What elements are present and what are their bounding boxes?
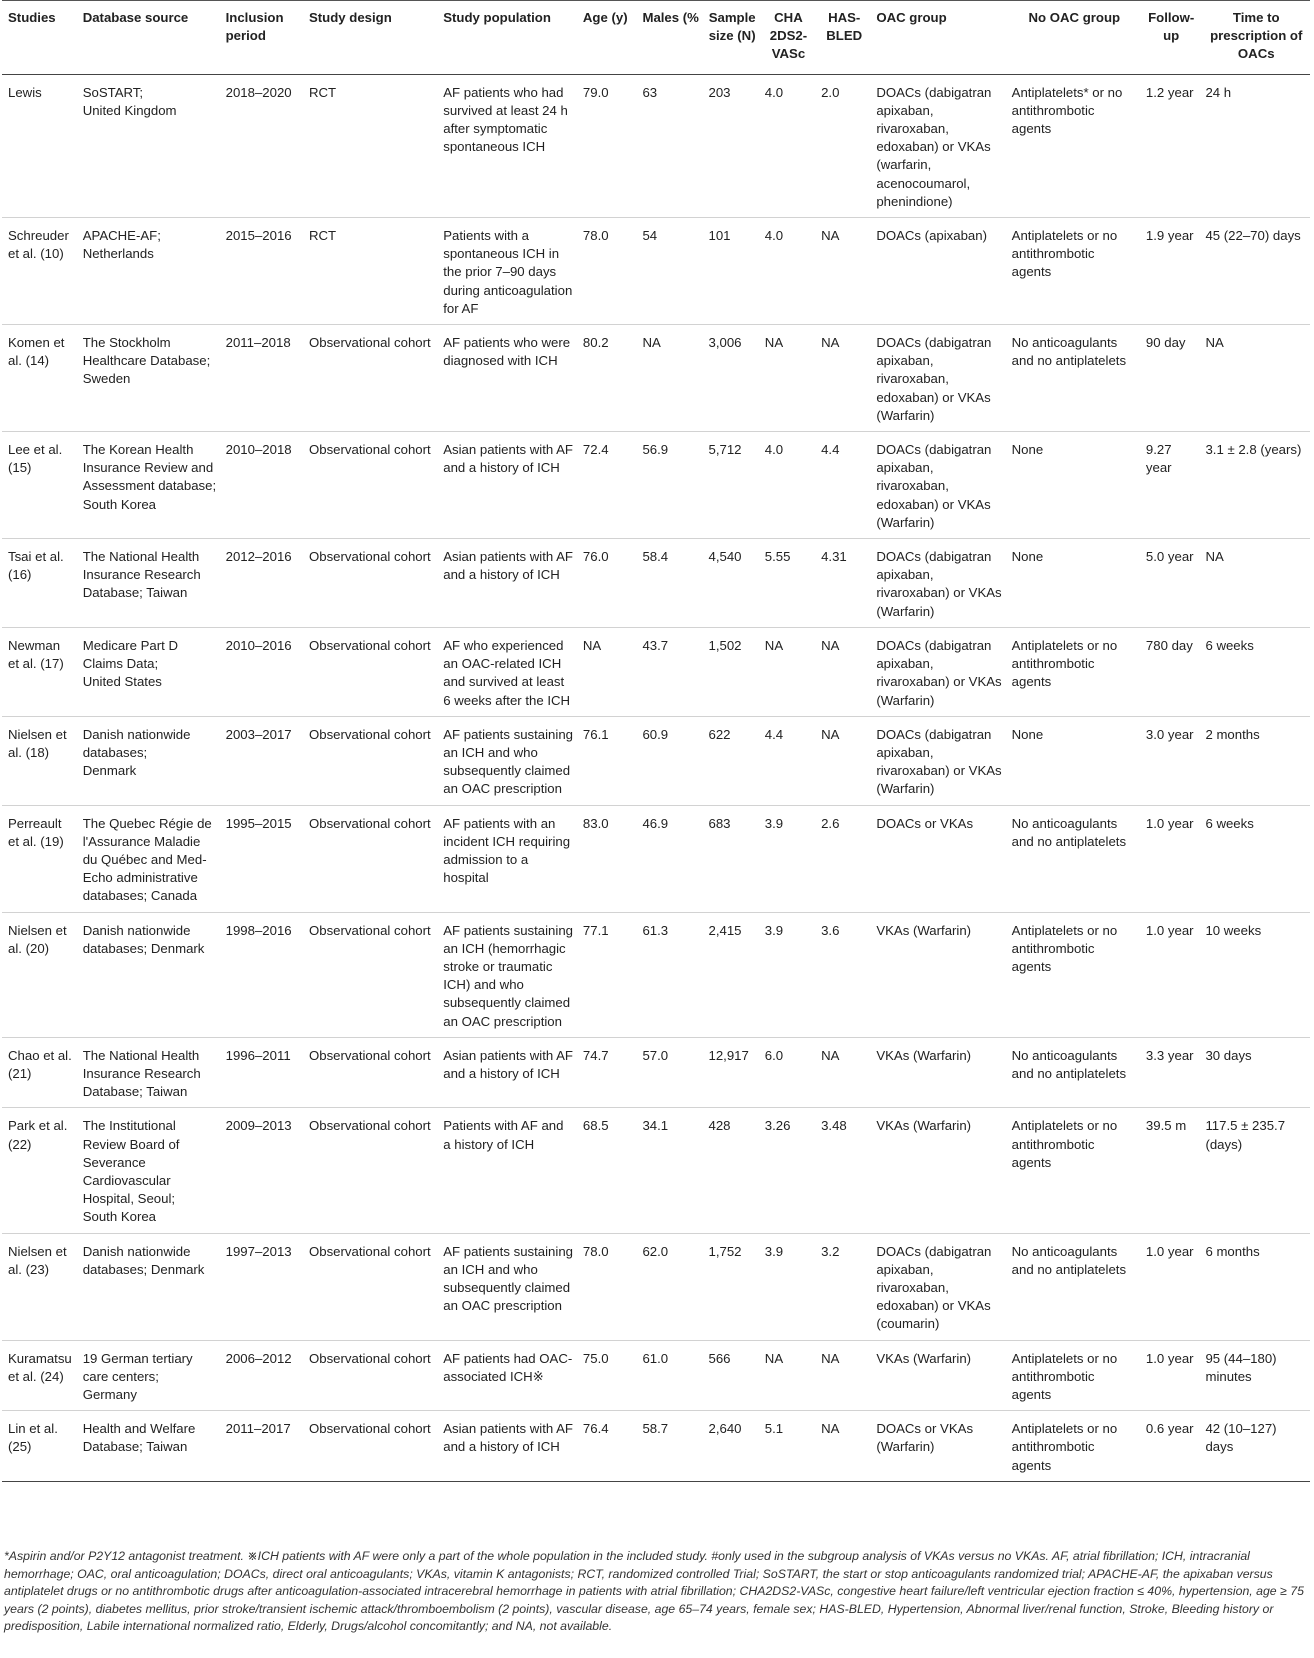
header-follow-up: Follow-up <box>1140 1 1200 75</box>
cell-has-bled: 3.48 <box>815 1108 870 1233</box>
cell-no-oac-group: Antiplatelets* or no antithrombotic agents <box>1006 74 1140 217</box>
cell-study-population: AF patients who were diagnosed with ICH <box>437 325 577 432</box>
cell-oac-group: DOACs (apixaban) <box>870 218 1005 325</box>
cell-no-oac-group: None <box>1006 432 1140 539</box>
cell-no-oac-group: Antiplatelets or no antithrombotic agents <box>1006 1340 1140 1411</box>
study-characteristics-table <box>2 0 1310 1482</box>
cell-age: 76.0 <box>577 539 637 628</box>
cell-time-to-prescription: 6 weeks <box>1199 805 1310 912</box>
cell-oac-group: DOACs (dabigatran apixaban, rivaroxaban, edoxaban) or VKAs (warfarin, acenocoumarol, phenindione) <box>870 74 1005 217</box>
cell-has-bled: NA <box>815 1037 870 1108</box>
table-row <box>2 218 1310 325</box>
cell-oac-group: VKAs (Warfarin) <box>870 912 1005 1037</box>
cell-database-source: The Korean Health Insurance Review and Assessment database; South Korea <box>77 432 220 539</box>
cell-sample-size: 3,006 <box>703 325 759 432</box>
cell-follow-up: 1.2 year <box>1140 74 1200 217</box>
cell-follow-up: 1.0 year <box>1140 912 1200 1037</box>
cell-studies: Newman et al. (17) <box>2 627 77 716</box>
cell-follow-up: 5.0 year <box>1140 539 1200 628</box>
cell-has-bled: 4.4 <box>815 432 870 539</box>
cell-inclusion-period: 1995–2015 <box>220 805 303 912</box>
cell-cha2ds2-vasc: 4.4 <box>759 716 815 805</box>
header-time-to-prescription: Time to prescription of OACs <box>1199 1 1310 75</box>
cell-study-population: Patients with a spontaneous ICH in the prior 7–90 days during anticoagulation for AF <box>437 218 577 325</box>
cell-database-source: Danish nationwide databases; Denmark <box>77 716 220 805</box>
cell-studies: Tsai et al. (16) <box>2 539 77 628</box>
header-no-oac-group: No OAC group <box>1006 1 1140 75</box>
cell-database-source: Health and Welfare Database; Taiwan <box>77 1411 220 1482</box>
cell-studies: Lin et al. (25) <box>2 1411 77 1482</box>
table-row <box>2 627 1310 716</box>
cell-study-population: AF patients sustaining an ICH (hemorrhagic stroke or traumatic ICH) and who subsequently claimed an OAC prescription <box>437 912 577 1037</box>
cell-oac-group: VKAs (Warfarin) <box>870 1108 1005 1233</box>
cell-males: 61.3 <box>636 912 702 1037</box>
cell-database-source: The National Health Insurance Research Database; Taiwan <box>77 1037 220 1108</box>
cell-sample-size: 683 <box>703 805 759 912</box>
cell-age: 80.2 <box>577 325 637 432</box>
cell-database-source: The Quebec Régie de l'Assurance Maladie du Québec and Med-Echo administrative databases; Canada <box>77 805 220 912</box>
cell-studies: Park et al. (22) <box>2 1108 77 1233</box>
cell-studies: Nielsen et al. (20) <box>2 912 77 1037</box>
cell-follow-up: 1.0 year <box>1140 1233 1200 1340</box>
cell-oac-group: DOACs (dabigatran apixaban, rivaroxaban) or VKAs (Warfarin) <box>870 627 1005 716</box>
cell-study-population: Patients with AF and a history of ICH <box>437 1108 577 1233</box>
cell-no-oac-group: Antiplatelets or no antithrombotic agents <box>1006 627 1140 716</box>
cell-database-source: The Institutional Review Board of Severance Cardiovascular Hospital, Seoul; South Korea <box>77 1108 220 1233</box>
cell-studies: Nielsen et al. (23) <box>2 1233 77 1340</box>
cell-cha2ds2-vasc: NA <box>759 1340 815 1411</box>
cell-study-design: RCT <box>303 218 437 325</box>
cell-inclusion-period: 2012–2016 <box>220 539 303 628</box>
cell-sample-size: 12,917 <box>703 1037 759 1108</box>
cell-sample-size: 428 <box>703 1108 759 1233</box>
cell-oac-group: DOACs or VKAs (Warfarin) <box>870 1411 1005 1482</box>
cell-database-source: Danish nationwide databases; Denmark <box>77 1233 220 1340</box>
cell-no-oac-group: No anticoagulants and no antiplatelets <box>1006 1037 1140 1108</box>
table-header-row <box>2 1 1310 75</box>
cell-age: 78.0 <box>577 1233 637 1340</box>
cell-follow-up: 3.3 year <box>1140 1037 1200 1108</box>
cell-follow-up: 9.27 year <box>1140 432 1200 539</box>
cell-database-source: Danish nationwide databases; Denmark <box>77 912 220 1037</box>
header-database-source: Database source <box>77 1 220 75</box>
cell-has-bled: NA <box>815 1411 870 1482</box>
table-body <box>2 74 1310 1481</box>
cell-age: 78.0 <box>577 218 637 325</box>
cell-males: 46.9 <box>636 805 702 912</box>
cell-study-population: Asian patients with AF and a history of ICH <box>437 1037 577 1108</box>
header-cha2ds2-vasc: CHA 2DS2-VASc <box>759 1 815 75</box>
cell-males: 58.4 <box>636 539 702 628</box>
cell-inclusion-period: 2010–2018 <box>220 432 303 539</box>
cell-age: 76.4 <box>577 1411 637 1482</box>
cell-sample-size: 1,502 <box>703 627 759 716</box>
cell-follow-up: 1.9 year <box>1140 218 1200 325</box>
cell-studies: Nielsen et al. (18) <box>2 716 77 805</box>
cell-has-bled: 3.2 <box>815 1233 870 1340</box>
cell-study-population: AF patients with an incident ICH requiring admission to a hospital <box>437 805 577 912</box>
cell-age: 76.1 <box>577 716 637 805</box>
cell-studies: Lee et al. (15) <box>2 432 77 539</box>
cell-cha2ds2-vasc: 4.0 <box>759 432 815 539</box>
cell-age: 83.0 <box>577 805 637 912</box>
cell-study-design: Observational cohort <box>303 539 437 628</box>
cell-study-design: Observational cohort <box>303 432 437 539</box>
cell-time-to-prescription: NA <box>1199 539 1310 628</box>
cell-cha2ds2-vasc: NA <box>759 325 815 432</box>
cell-inclusion-period: 2011–2018 <box>220 325 303 432</box>
cell-study-design: Observational cohort <box>303 805 437 912</box>
cell-no-oac-group: None <box>1006 539 1140 628</box>
cell-studies: Schreuder et al. (10) <box>2 218 77 325</box>
cell-sample-size: 2,640 <box>703 1411 759 1482</box>
cell-follow-up: 1.0 year <box>1140 1340 1200 1411</box>
cell-oac-group: DOACs (dabigatran apixaban, rivaroxaban, edoxaban) or VKAs (coumarin) <box>870 1233 1005 1340</box>
cell-time-to-prescription: 3.1 ± 2.8 (years) <box>1199 432 1310 539</box>
cell-inclusion-period: 2006–2012 <box>220 1340 303 1411</box>
cell-study-design: Observational cohort <box>303 716 437 805</box>
cell-sample-size: 2,415 <box>703 912 759 1037</box>
table-row <box>2 912 1310 1037</box>
cell-time-to-prescription: NA <box>1199 325 1310 432</box>
cell-time-to-prescription: 117.5 ± 235.7 (days) <box>1199 1108 1310 1233</box>
cell-study-population: AF patients had OAC-associated ICH※ <box>437 1340 577 1411</box>
cell-inclusion-period: 2015–2016 <box>220 218 303 325</box>
cell-database-source: SoSTART; United Kingdom <box>77 74 220 217</box>
cell-inclusion-period: 2018–2020 <box>220 74 303 217</box>
cell-cha2ds2-vasc: 3.26 <box>759 1108 815 1233</box>
cell-has-bled: 4.31 <box>815 539 870 628</box>
cell-sample-size: 4,540 <box>703 539 759 628</box>
table-row <box>2 539 1310 628</box>
cell-has-bled: 3.6 <box>815 912 870 1037</box>
cell-no-oac-group: No anticoagulants and no antiplatelets <box>1006 1233 1140 1340</box>
table-row <box>2 1108 1310 1233</box>
cell-sample-size: 203 <box>703 74 759 217</box>
cell-database-source: 19 German tertiary care centers; Germany <box>77 1340 220 1411</box>
cell-studies: Chao et al. (21) <box>2 1037 77 1108</box>
cell-study-population: Asian patients with AF and a history of ICH <box>437 539 577 628</box>
cell-no-oac-group: Antiplatelets or no antithrombotic agents <box>1006 1108 1140 1233</box>
cell-oac-group: DOACs or VKAs <box>870 805 1005 912</box>
cell-no-oac-group: Antiplatelets or no antithrombotic agents <box>1006 218 1140 325</box>
cell-study-population: Asian patients with AF and a history of ICH <box>437 1411 577 1482</box>
table-row <box>2 1340 1310 1411</box>
cell-inclusion-period: 1996–2011 <box>220 1037 303 1108</box>
cell-time-to-prescription: 95 (44–180) minutes <box>1199 1340 1310 1411</box>
cell-database-source: The Stockholm Healthcare Database; Sweden <box>77 325 220 432</box>
cell-males: 54 <box>636 218 702 325</box>
cell-cha2ds2-vasc: 5.55 <box>759 539 815 628</box>
table-row <box>2 325 1310 432</box>
cell-study-population: AF patients who had survived at least 24 h after symptomatic spontaneous ICH <box>437 74 577 217</box>
cell-inclusion-period: 2011–2017 <box>220 1411 303 1482</box>
cell-no-oac-group: No anticoagulants and no antiplatelets <box>1006 805 1140 912</box>
cell-cha2ds2-vasc: 6.0 <box>759 1037 815 1108</box>
table-row <box>2 1037 1310 1108</box>
cell-study-design: Observational cohort <box>303 1108 437 1233</box>
cell-oac-group: DOACs (dabigatran apixaban, rivaroxaban, edoxaban) or VKAs (Warfarin) <box>870 325 1005 432</box>
cell-age: 75.0 <box>577 1340 637 1411</box>
cell-oac-group: VKAs (Warfarin) <box>870 1340 1005 1411</box>
table-row <box>2 432 1310 539</box>
cell-age: 68.5 <box>577 1108 637 1233</box>
header-study-population: Study population <box>437 1 577 75</box>
cell-sample-size: 101 <box>703 218 759 325</box>
cell-males: 57.0 <box>636 1037 702 1108</box>
cell-inclusion-period: 1997–2013 <box>220 1233 303 1340</box>
cell-time-to-prescription: 24 h <box>1199 74 1310 217</box>
cell-studies: Kuramatsu et al. (24) <box>2 1340 77 1411</box>
cell-studies: Komen et al. (14) <box>2 325 77 432</box>
cell-sample-size: 566 <box>703 1340 759 1411</box>
cell-study-design: Observational cohort <box>303 1233 437 1340</box>
cell-follow-up: 90 day <box>1140 325 1200 432</box>
cell-follow-up: 3.0 year <box>1140 716 1200 805</box>
cell-no-oac-group: Antiplatelets or no antithrombotic agents <box>1006 912 1140 1037</box>
cell-has-bled: NA <box>815 627 870 716</box>
cell-study-design: Observational cohort <box>303 627 437 716</box>
header-study-design: Study design <box>303 1 437 75</box>
cell-time-to-prescription: 6 months <box>1199 1233 1310 1340</box>
cell-males: 60.9 <box>636 716 702 805</box>
cell-study-population: AF who experienced an OAC-related ICH and survived at least 6 weeks after the ICH <box>437 627 577 716</box>
cell-has-bled: 2.6 <box>815 805 870 912</box>
cell-cha2ds2-vasc: 3.9 <box>759 1233 815 1340</box>
cell-database-source: APACHE-AF; Netherlands <box>77 218 220 325</box>
table-row <box>2 1411 1310 1482</box>
cell-no-oac-group: None <box>1006 716 1140 805</box>
cell-oac-group: DOACs (dabigatran apixaban, rivaroxaban, edoxaban) or VKAs (Warfarin) <box>870 432 1005 539</box>
cell-no-oac-group: Antiplatelets or no antithrombotic agents <box>1006 1411 1140 1482</box>
cell-study-population: Asian patients with AF and a history of ICH <box>437 432 577 539</box>
cell-studies: Perreault et al. (19) <box>2 805 77 912</box>
table-row <box>2 1233 1310 1340</box>
cell-follow-up: 1.0 year <box>1140 805 1200 912</box>
header-has-bled: HAS-BLED <box>815 1 870 75</box>
cell-time-to-prescription: 6 weeks <box>1199 627 1310 716</box>
cell-cha2ds2-vasc: 5.1 <box>759 1411 815 1482</box>
cell-males: NA <box>636 325 702 432</box>
cell-age: 72.4 <box>577 432 637 539</box>
cell-cha2ds2-vasc: 4.0 <box>759 218 815 325</box>
cell-time-to-prescription: 30 days <box>1199 1037 1310 1108</box>
cell-study-design: Observational cohort <box>303 1411 437 1482</box>
cell-study-population: AF patients sustaining an ICH and who subsequently claimed an OAC prescription <box>437 716 577 805</box>
cell-age: NA <box>577 627 637 716</box>
cell-no-oac-group: No anticoagulants and no antiplatelets <box>1006 325 1140 432</box>
cell-cha2ds2-vasc: 3.9 <box>759 912 815 1037</box>
cell-study-design: RCT <box>303 74 437 217</box>
cell-oac-group: VKAs (Warfarin) <box>870 1037 1005 1108</box>
cell-time-to-prescription: 2 months <box>1199 716 1310 805</box>
cell-age: 77.1 <box>577 912 637 1037</box>
header-oac-group: OAC group <box>870 1 1005 75</box>
cell-males: 43.7 <box>636 627 702 716</box>
cell-oac-group: DOACs (dabigatran apixaban, rivaroxaban) or VKAs (Warfarin) <box>870 539 1005 628</box>
cell-study-design: Observational cohort <box>303 1037 437 1108</box>
cell-database-source: Medicare Part D Claims Data; United States <box>77 627 220 716</box>
cell-oac-group: DOACs (dabigatran apixaban, rivaroxaban) or VKAs (Warfarin) <box>870 716 1005 805</box>
table-footnote: *Aspirin and/or P2Y12 antagonist treatment. ※ICH patients with AF were only a part of the whole population in the included study. #only used in the subgroup analysis of VKAs versus no VKAs. AF, atrial fibrillation; ICH, intracranial hemorrhage; OAC, oral anticoagulation; DOACs, direct oral anticoagulants; VKAs, vitamin K antagonists; RCT, randomized controlled Trial; SoSTART, the start or stop anticoagulants randomized trial; APACHE-AF, the apixaban versus antiplatelet drugs or no antithrombotic drugs after anticoagulation-associated intracerebral hemorrhage in patients with atrial fibrillation; CHA2DS2-VASc, congestive heart failure/left ventricular ejection fraction ≤ 40%, hypertension, age ≥ 75 years (2 points), diabetes mellitus, prior stroke/transient ischemic attack/thromboembolism (2 points), vascular disease, age 65–74 years, female sex; HAS-BLED, Hypertension, Abnormal liver/renal function, Stroke, Bleeding history or predisposition, Labile international normalized ratio, Elderly, Drugs/alcohol concomitantly; and NA, not available. <box>4 1549 1304 1634</box>
cell-cha2ds2-vasc: NA <box>759 627 815 716</box>
cell-sample-size: 5,712 <box>703 432 759 539</box>
cell-studies: Lewis <box>2 74 77 217</box>
header-males: Males (% <box>636 1 702 75</box>
cell-has-bled: 2.0 <box>815 74 870 217</box>
cell-males: 58.7 <box>636 1411 702 1482</box>
cell-males: 61.0 <box>636 1340 702 1411</box>
cell-has-bled: NA <box>815 218 870 325</box>
cell-cha2ds2-vasc: 4.0 <box>759 74 815 217</box>
cell-time-to-prescription: 45 (22–70) days <box>1199 218 1310 325</box>
cell-inclusion-period: 2009–2013 <box>220 1108 303 1233</box>
header-sample-size: Sample size (N) <box>703 1 759 75</box>
cell-study-design: Observational cohort <box>303 325 437 432</box>
header-inclusion-period: Inclusion period <box>220 1 303 75</box>
cell-age: 74.7 <box>577 1037 637 1108</box>
cell-study-design: Observational cohort <box>303 1340 437 1411</box>
cell-sample-size: 1,752 <box>703 1233 759 1340</box>
header-studies: Studies <box>2 1 77 75</box>
cell-males: 62.0 <box>636 1233 702 1340</box>
cell-age: 79.0 <box>577 74 637 217</box>
cell-has-bled: NA <box>815 716 870 805</box>
cell-time-to-prescription: 10 weeks <box>1199 912 1310 1037</box>
cell-time-to-prescription: 42 (10–127) days <box>1199 1411 1310 1482</box>
header-age: Age (y) <box>577 1 637 75</box>
cell-has-bled: NA <box>815 325 870 432</box>
table-row <box>2 716 1310 805</box>
cell-study-design: Observational cohort <box>303 912 437 1037</box>
cell-follow-up: 0.6 year <box>1140 1411 1200 1482</box>
cell-males: 34.1 <box>636 1108 702 1233</box>
table-row <box>2 74 1310 217</box>
cell-sample-size: 622 <box>703 716 759 805</box>
cell-inclusion-period: 2003–2017 <box>220 716 303 805</box>
cell-follow-up: 780 day <box>1140 627 1200 716</box>
cell-males: 56.9 <box>636 432 702 539</box>
table-row <box>2 805 1310 912</box>
cell-inclusion-period: 1998–2016 <box>220 912 303 1037</box>
cell-database-source: The National Health Insurance Research Database; Taiwan <box>77 539 220 628</box>
cell-inclusion-period: 2010–2016 <box>220 627 303 716</box>
cell-study-population: AF patients sustaining an ICH and who subsequently claimed an OAC prescription <box>437 1233 577 1340</box>
cell-follow-up: 39.5 m <box>1140 1108 1200 1233</box>
cell-cha2ds2-vasc: 3.9 <box>759 805 815 912</box>
cell-males: 63 <box>636 74 702 217</box>
cell-has-bled: NA <box>815 1340 870 1411</box>
